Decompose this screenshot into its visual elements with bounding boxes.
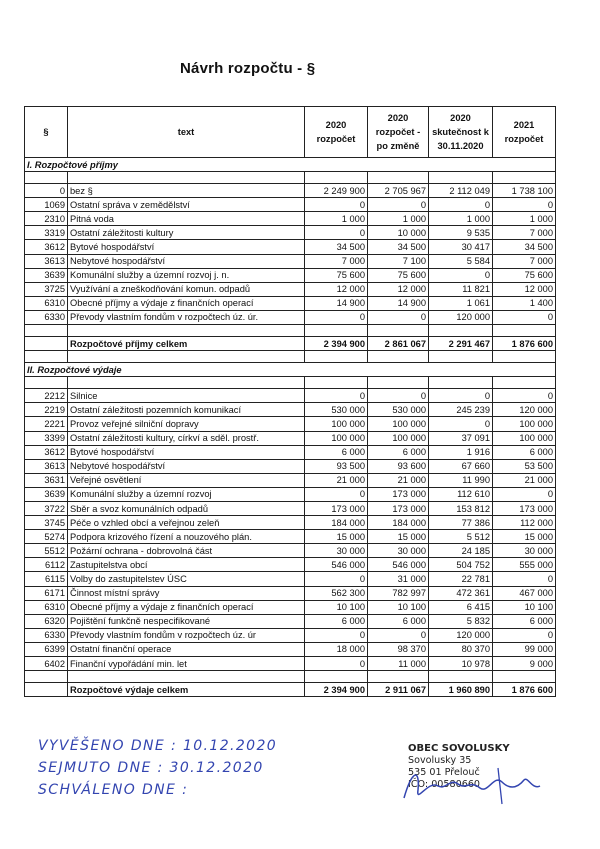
text-cell: Ostatní záležitosti kultury <box>68 226 305 240</box>
expense-row <box>25 445 556 459</box>
budget-2020-cell: 2 394 900 <box>305 683 368 697</box>
par-cell: 3319 <box>25 226 68 240</box>
text-cell: Obecné příjmy a výdaje z finančních operací <box>68 600 305 614</box>
par-cell: 3639 <box>25 268 68 282</box>
budget-2020-cell: 10 100 <box>305 600 368 614</box>
budget-change-cell: 31 000 <box>368 572 429 586</box>
par-cell: 2212 <box>25 389 68 403</box>
stamp-ico: IČO: 00580660 <box>408 779 481 790</box>
par-cell: 3722 <box>25 501 68 515</box>
budget-2020-cell: 14 900 <box>305 296 368 310</box>
budget-2021-cell: 1 000 <box>493 212 556 226</box>
budget-change-cell: 0 <box>368 198 429 212</box>
actual-cell: 2 291 467 <box>429 337 493 351</box>
budget-change-cell: 14 900 <box>368 296 429 310</box>
par-cell: 3612 <box>25 240 68 254</box>
expense-row <box>25 516 556 530</box>
text-cell: Pitná voda <box>68 212 305 226</box>
income-row <box>25 198 556 212</box>
text-cell: Ostatní finanční operace <box>68 642 305 656</box>
expense-row <box>25 487 556 501</box>
expense-row <box>25 614 556 628</box>
par-cell: 6330 <box>25 628 68 642</box>
actual-cell: 11 821 <box>429 282 493 296</box>
budget-2020-cell: 93 500 <box>305 459 368 473</box>
actual-cell: 1 960 890 <box>429 683 493 697</box>
income-section-title: I. Rozpočtové příjmy <box>25 158 556 172</box>
text-cell: Bytové hospodářství <box>68 445 305 459</box>
budget-change-cell: 6 000 <box>368 614 429 628</box>
budget-2021-cell: 7 000 <box>493 226 556 240</box>
budget-change-cell: 0 <box>368 310 429 324</box>
actual-cell: 1 061 <box>429 296 493 310</box>
budget-2021-cell: 15 000 <box>493 530 556 544</box>
par-cell: 6310 <box>25 600 68 614</box>
par-cell: 6112 <box>25 558 68 572</box>
budget-2020-cell: 100 000 <box>305 431 368 445</box>
actual-cell: 30 417 <box>429 240 493 254</box>
income-row <box>25 268 556 282</box>
budget-change-cell: 0 <box>368 628 429 642</box>
budget-change-cell: 184 000 <box>368 516 429 530</box>
signature-mark <box>398 760 548 810</box>
expense-row <box>25 572 556 586</box>
budget-2021-cell: 120 000 <box>493 403 556 417</box>
text-cell: Ostatní záležitosti kultury, církví a sděl. prostř. <box>68 431 305 445</box>
par-cell: 6171 <box>25 586 68 600</box>
text-cell: Využívání a zneškodňování komun. odpadů <box>68 282 305 296</box>
budget-2021-cell: 112 000 <box>493 516 556 530</box>
actual-cell: 0 <box>429 417 493 431</box>
par-cell: 6115 <box>25 572 68 586</box>
actual-cell: 37 091 <box>429 431 493 445</box>
budget-2020-cell: 0 <box>305 389 368 403</box>
budget-change-cell: 15 000 <box>368 530 429 544</box>
par-cell: 6330 <box>25 310 68 324</box>
budget-2021-cell: 100 000 <box>493 431 556 445</box>
header-budget-2020-change: 2020 rozpočet - po změně <box>368 107 429 158</box>
expense-row <box>25 600 556 614</box>
par-cell: 3725 <box>25 282 68 296</box>
text-cell: Nebytové hospodářství <box>68 459 305 473</box>
budget-change-cell: 7 100 <box>368 254 429 268</box>
text-cell: bez § <box>68 184 305 198</box>
budget-2021-cell: 75 600 <box>493 268 556 282</box>
header-par: § <box>25 107 68 158</box>
actual-cell: 6 415 <box>429 600 493 614</box>
budget-2020-cell: 75 600 <box>305 268 368 282</box>
actual-cell: 80 370 <box>429 642 493 656</box>
header-budget-2020: 2020 rozpočet <box>305 107 368 158</box>
budget-2020-cell: 15 000 <box>305 530 368 544</box>
budget-2020-cell: 530 000 <box>305 403 368 417</box>
expense-row <box>25 657 556 671</box>
budget-table <box>24 106 556 697</box>
section-title: II. Rozpočtové výdaje <box>25 363 556 377</box>
budget-2020-cell: 0 <box>305 226 368 240</box>
actual-cell: 11 990 <box>429 473 493 487</box>
text-cell: Převody vlastním fondům v rozpočtech úz. úr <box>68 628 305 642</box>
budget-2020-cell: 1 000 <box>305 212 368 226</box>
table-body <box>25 158 556 697</box>
budget-change-cell: 11 000 <box>368 657 429 671</box>
budget-change-cell: 6 000 <box>368 445 429 459</box>
text-cell: Obecné příjmy a výdaje z finančních operací <box>68 296 305 310</box>
budget-2021-cell: 173 000 <box>493 501 556 515</box>
par-cell: 3399 <box>25 431 68 445</box>
stamp-address: Sovolusky 35 <box>408 755 472 766</box>
actual-cell: 0 <box>429 198 493 212</box>
expense-row <box>25 501 556 515</box>
par-cell: 5512 <box>25 544 68 558</box>
actual-cell: 245 239 <box>429 403 493 417</box>
budget-2020-cell: 100 000 <box>305 417 368 431</box>
budget-2020-cell: 7 000 <box>305 254 368 268</box>
expense-row <box>25 544 556 558</box>
budget-change-cell: 173 000 <box>368 501 429 515</box>
budget-2020-cell: 30 000 <box>305 544 368 558</box>
text-cell: Pojištění funkčně nespecifikované <box>68 614 305 628</box>
budget-change-cell: 75 600 <box>368 268 429 282</box>
budget-2021-cell: 0 <box>493 487 556 501</box>
budget-change-cell: 2 911 067 <box>368 683 429 697</box>
budget-change-cell: 1 000 <box>368 212 429 226</box>
par-cell: 3631 <box>25 473 68 487</box>
actual-cell: 10 978 <box>429 657 493 671</box>
stamp-postcode: 535 01 Přelouč <box>408 767 480 778</box>
budget-2021-cell: 99 000 <box>493 642 556 656</box>
expense-row <box>25 586 556 600</box>
text-cell: Finanční vypořádání min. let <box>68 657 305 671</box>
total-label: Rozpočtové příjmy celkem <box>68 337 305 351</box>
total-label: Rozpočtové výdaje celkem <box>68 683 305 697</box>
actual-cell: 24 185 <box>429 544 493 558</box>
budget-2021-cell: 0 <box>493 310 556 324</box>
par-cell: 3612 <box>25 445 68 459</box>
par-cell: 6320 <box>25 614 68 628</box>
income-section-row <box>25 158 556 172</box>
budget-2020-cell: 0 <box>305 487 368 501</box>
actual-cell: 0 <box>429 268 493 282</box>
budget-2021-cell: 53 500 <box>493 459 556 473</box>
income-total-row <box>25 337 556 351</box>
text-cell: Podpora krizového řízení a nouzového plán. <box>68 530 305 544</box>
budget-2020-cell: 12 000 <box>305 282 368 296</box>
spacer-row <box>25 325 556 337</box>
actual-cell: 120 000 <box>429 628 493 642</box>
par-cell: 0 <box>25 184 68 198</box>
text-cell: Volby do zastupitelstev ÚSC <box>68 572 305 586</box>
income-row <box>25 254 556 268</box>
budget-change-cell: 546 000 <box>368 558 429 572</box>
budget-2020-cell: 0 <box>305 198 368 212</box>
budget-2021-cell: 10 100 <box>493 600 556 614</box>
text-cell: Zastupitelstva obcí <box>68 558 305 572</box>
par-cell: 3639 <box>25 487 68 501</box>
budget-2021-cell: 6 000 <box>493 445 556 459</box>
budget-2021-cell: 9 000 <box>493 657 556 671</box>
spacer-row <box>25 351 556 363</box>
budget-change-cell: 98 370 <box>368 642 429 656</box>
budget-change-cell: 10 100 <box>368 600 429 614</box>
text-cell: Veřejné osvětlení <box>68 473 305 487</box>
text-cell: Ostatní správa v zemědělství <box>68 198 305 212</box>
budget-change-cell: 12 000 <box>368 282 429 296</box>
budget-change-cell: 21 000 <box>368 473 429 487</box>
text-cell: Komunální služby a územní rozvoj <box>68 487 305 501</box>
actual-cell: 120 000 <box>429 310 493 324</box>
actual-cell: 504 752 <box>429 558 493 572</box>
budget-2020-cell: 0 <box>305 657 368 671</box>
actual-cell: 472 361 <box>429 586 493 600</box>
expense-row <box>25 530 556 544</box>
par-cell: 3613 <box>25 254 68 268</box>
budget-2020-cell: 0 <box>305 628 368 642</box>
budget-2021-cell: 1 738 100 <box>493 184 556 198</box>
budget-2020-cell: 6 000 <box>305 614 368 628</box>
text-cell: Bytové hospodářství <box>68 240 305 254</box>
budget-2020-cell: 173 000 <box>305 501 368 515</box>
budget-2021-cell: 6 000 <box>493 614 556 628</box>
actual-cell: 5 512 <box>429 530 493 544</box>
expense-section-row <box>25 363 556 377</box>
actual-cell: 153 812 <box>429 501 493 515</box>
budget-2020-cell: 0 <box>305 572 368 586</box>
par-cell: 6402 <box>25 657 68 671</box>
expense-row <box>25 459 556 473</box>
text-cell: Činnost místní správy <box>68 586 305 600</box>
budget-change-cell: 782 997 <box>368 586 429 600</box>
actual-cell: 22 781 <box>429 572 493 586</box>
par-cell: 2221 <box>25 417 68 431</box>
stamp-name: OBEC SOVOLUSKY <box>408 743 510 754</box>
approved-date-note: SCHVÁLENO DNE : <box>38 782 189 798</box>
signature-stroke <box>404 775 540 798</box>
income-row <box>25 310 556 324</box>
budget-2021-cell: 0 <box>493 389 556 403</box>
actual-cell: 1 916 <box>429 445 493 459</box>
budget-2020-cell: 34 500 <box>305 240 368 254</box>
spacer-row <box>25 671 556 683</box>
budget-change-cell: 93 600 <box>368 459 429 473</box>
header-actual-2020: 2020 skutečnost k 30.11.2020 <box>429 107 493 158</box>
par-cell: 2310 <box>25 212 68 226</box>
expense-row <box>25 403 556 417</box>
budget-2021-cell: 555 000 <box>493 558 556 572</box>
budget-2021-cell: 0 <box>493 198 556 212</box>
income-row <box>25 296 556 310</box>
text-cell: Péče o vzhled obcí a veřejnou zeleň <box>68 516 305 530</box>
posted-date-note: VYVĚŠENO DNE : 10.12.2020 <box>38 738 278 754</box>
par-cell: 6310 <box>25 296 68 310</box>
budget-2020-cell: 18 000 <box>305 642 368 656</box>
income-row <box>25 212 556 226</box>
text-cell: Sběr a svoz komunálních odpadů <box>68 501 305 515</box>
budget-change-cell: 2 705 967 <box>368 184 429 198</box>
budget-2020-cell: 21 000 <box>305 473 368 487</box>
page-title: Návrh rozpočtu - § <box>180 60 316 77</box>
header-text: text <box>68 107 305 158</box>
par-cell: 3745 <box>25 516 68 530</box>
text-cell: Požární ochrana - dobrovolná část <box>68 544 305 558</box>
income-row <box>25 226 556 240</box>
text-cell: Silnice <box>68 389 305 403</box>
expense-row <box>25 558 556 572</box>
actual-cell: 112 610 <box>429 487 493 501</box>
actual-cell: 1 000 <box>429 212 493 226</box>
budget-2021-cell: 30 000 <box>493 544 556 558</box>
par-cell: 3613 <box>25 459 68 473</box>
budget-change-cell: 530 000 <box>368 403 429 417</box>
budget-2021-cell: 12 000 <box>493 282 556 296</box>
par-cell: 1069 <box>25 198 68 212</box>
expense-row <box>25 417 556 431</box>
actual-cell: 5 584 <box>429 254 493 268</box>
text-cell: Nebytové hospodářství <box>68 254 305 268</box>
header-budget-2021: 2021 rozpočet <box>493 107 556 158</box>
budget-2021-cell: 7 000 <box>493 254 556 268</box>
actual-cell: 0 <box>429 389 493 403</box>
par-cell: 6399 <box>25 642 68 656</box>
budget-2020-cell: 0 <box>305 310 368 324</box>
budget-2021-cell: 21 000 <box>493 473 556 487</box>
text-cell: Komunální služby a územní rozvoj j. n. <box>68 268 305 282</box>
removed-date-note: SEJMUTO DNE : 30.12.2020 <box>38 760 264 776</box>
budget-change-cell: 10 000 <box>368 226 429 240</box>
income-row <box>25 282 556 296</box>
budget-2021-cell: 1 400 <box>493 296 556 310</box>
budget-change-cell: 34 500 <box>368 240 429 254</box>
text-cell: Ostatní záležitosti pozemních komunikací <box>68 403 305 417</box>
actual-cell: 9 535 <box>429 226 493 240</box>
income-row <box>25 184 556 198</box>
budget-change-cell: 100 000 <box>368 417 429 431</box>
budget-change-cell: 2 861 067 <box>368 337 429 351</box>
actual-cell: 2 112 049 <box>429 184 493 198</box>
expense-row <box>25 628 556 642</box>
budget-change-cell: 100 000 <box>368 431 429 445</box>
expense-total-row <box>25 683 556 697</box>
expense-row <box>25 473 556 487</box>
budget-2021-cell: 467 000 <box>493 586 556 600</box>
budget-2021-cell: 0 <box>493 628 556 642</box>
budget-2021-cell: 100 000 <box>493 417 556 431</box>
budget-change-cell: 0 <box>368 389 429 403</box>
expense-row <box>25 431 556 445</box>
budget-2020-cell: 2 394 900 <box>305 337 368 351</box>
budget-2021-cell: 1 876 600 <box>493 683 556 697</box>
budget-2020-cell: 2 249 900 <box>305 184 368 198</box>
budget-2020-cell: 6 000 <box>305 445 368 459</box>
budget-change-cell: 173 000 <box>368 487 429 501</box>
budget-2020-cell: 184 000 <box>305 516 368 530</box>
par-cell: 5274 <box>25 530 68 544</box>
table-header-row <box>25 107 556 158</box>
text-cell: Provoz veřejné silniční dopravy <box>68 417 305 431</box>
budget-change-cell: 30 000 <box>368 544 429 558</box>
budget-2021-cell: 0 <box>493 572 556 586</box>
actual-cell: 5 832 <box>429 614 493 628</box>
spacer-row <box>25 172 556 184</box>
actual-cell: 77 386 <box>429 516 493 530</box>
text-cell: Převody vlastním fondům v rozpočtech úz. úr. <box>68 310 305 324</box>
budget-2020-cell: 546 000 <box>305 558 368 572</box>
par-cell: 2219 <box>25 403 68 417</box>
budget-2021-cell: 34 500 <box>493 240 556 254</box>
actual-cell: 67 660 <box>429 459 493 473</box>
budget-2020-cell: 562 300 <box>305 586 368 600</box>
expense-row <box>25 389 556 403</box>
spacer-row <box>25 377 556 389</box>
expense-row <box>25 642 556 656</box>
income-row <box>25 240 556 254</box>
signature-stroke-accent <box>498 768 502 804</box>
budget-2021-cell: 1 876 600 <box>493 337 556 351</box>
